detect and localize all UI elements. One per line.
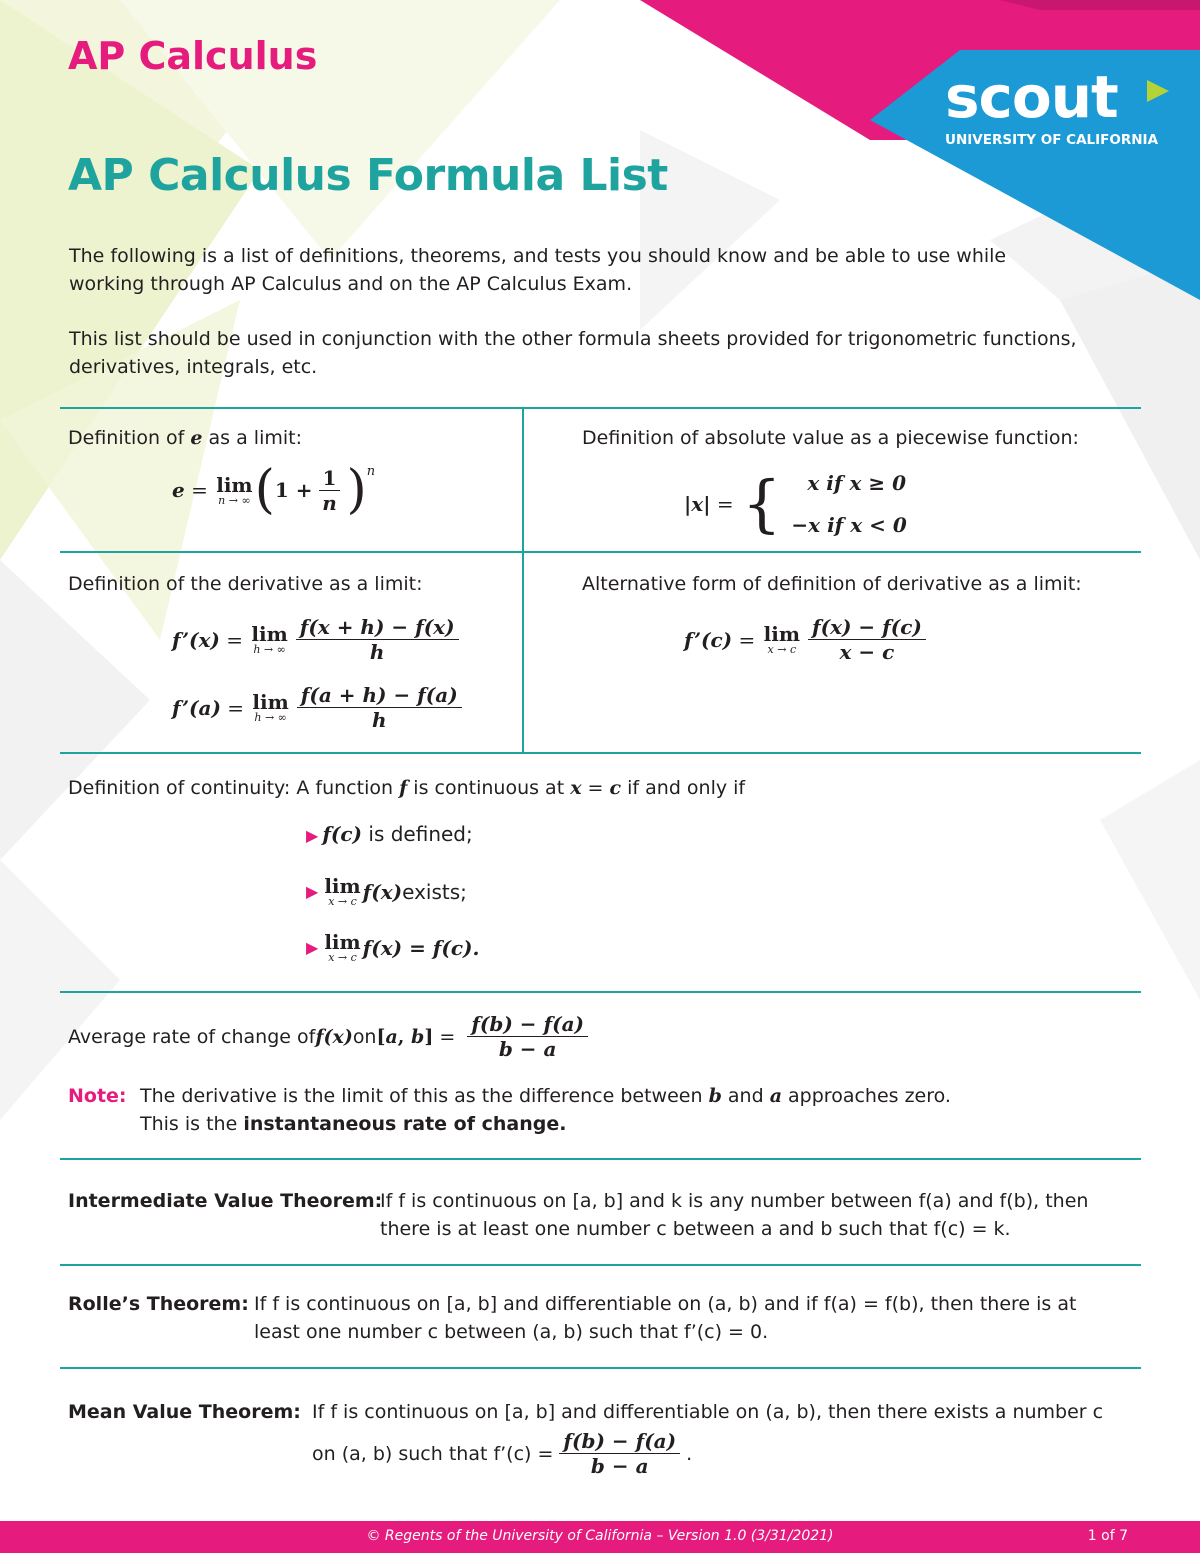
bullet-arrow-icon: ▶ [306, 881, 319, 901]
course-name: AP Calculus [68, 34, 318, 78]
page-number: 1 of 7 [1087, 1528, 1128, 1544]
footer-bar [0, 1521, 1200, 1553]
bullet-arrow-icon: ▶ [306, 826, 319, 845]
divider [60, 1158, 1141, 1160]
divider [60, 407, 1141, 409]
derivative-formula-a: f’(a) = lim h → ∞ $\frac{f(a + h) - f(a)}{h}$ [172, 684, 468, 731]
divider [60, 991, 1141, 993]
e-limit-formula: e = lim n → ∞ ( 1 + $\frac{1}{n}$ ) n [172, 460, 376, 520]
divider [60, 551, 1141, 553]
intro-paragraph [69, 242, 1149, 298]
abs-case-2: −x if x < 0 [791, 513, 907, 537]
bullet-arrow-icon: ▶ [306, 937, 319, 957]
intro-line: derivatives, integrals, etc. [69, 356, 318, 378]
divider [60, 1367, 1141, 1369]
logo-word: scout [945, 63, 1118, 131]
abs-value-label: Definition of absolute value as a piecewise function: [582, 427, 1079, 449]
note-text: The derivative is the limit of this as the difference between b and a approaches zero. This is the instantaneous rate of change. [140, 1085, 951, 1135]
derivative-formula-x: f’(x) = lim h → ∞ $\frac{f(x + h) - f(x)}{h}$ [172, 616, 465, 663]
ivt-text: If f is continuous on [a, b] and k is any number between f(a) and f(b), then there is at least one number c between a and b such that f(c) = k. [380, 1190, 1089, 1240]
abs-value-formula: |x| = { x if x ≥ 0 −x if x < 0 [684, 462, 907, 546]
note-label: Note: [68, 1085, 127, 1107]
alt-derivative-label: Alternative form of definition of derivative as a limit: [582, 573, 1082, 595]
continuity-item-2: ▶ lim x → c f(x) exists; [306, 874, 467, 908]
play-arrow-icon [1145, 78, 1171, 104]
ivt-label: Intermediate Value Theorem: [68, 1190, 383, 1212]
average-rate-formula: Average rate of change of f(x) on [a, b] = $\frac{f(b) - f(a)}{b - a}$ [68, 1013, 594, 1060]
mvt-text: If f is continuous on [a, b] and differentiable on (a, b), then there exists a number c on (a, b) such that f’(c) = $\frac{f(b) - f(a)}{b - a}$ . [312, 1401, 1104, 1478]
alt-derivative-formula: f’(c) = lim x → c $\frac{f(x) - f(c)}{x - c}$ [684, 616, 932, 663]
footer-copyright: © Regents of the University of California – Version 1.0 (3/31/2021) [366, 1528, 834, 1544]
page-title: AP Calculus Formula List [68, 150, 668, 201]
intro-paragraph-2 [69, 325, 1149, 381]
continuity-item-1: ▶ f(c) is defined; [306, 822, 473, 846]
continuity-definition: Definition of continuity: A function f is continuous at x = c if and only if [68, 777, 746, 799]
scout-logo [945, 64, 1175, 148]
divider [60, 752, 1141, 754]
mvt-label: Mean Value Theorem: [68, 1401, 301, 1423]
column-divider [522, 407, 524, 754]
rolle-label: Rolle’s Theorem: [68, 1293, 249, 1315]
continuity-item-3: ▶ lim x → c f(x) = f(c). [306, 930, 480, 964]
intro-line: The following is a list of definitions, theorems, and tests you should know and be able to use while [69, 245, 1007, 267]
derivative-label: Definition of the derivative as a limit: [68, 573, 423, 595]
rolle-text: If f is continuous on [a, b] and differentiable on (a, b) and if f(a) = f(b), then there is at least one number c between (a, b) such that f’(c) = 0. [254, 1293, 1077, 1343]
logo-subtitle: UNIVERSITY OF CALIFORNIA [945, 132, 1159, 148]
intro-line: working through AP Calculus and on the AP Calculus Exam. [69, 273, 633, 295]
abs-case-1: x if x ≥ 0 [807, 471, 906, 495]
intro-line: This list should be used in conjunction with the other formula sheets provided for trigonometric functions, [69, 328, 1077, 350]
e-limit-label: Definition of e as a limit: [68, 427, 302, 449]
divider [60, 1264, 1141, 1266]
